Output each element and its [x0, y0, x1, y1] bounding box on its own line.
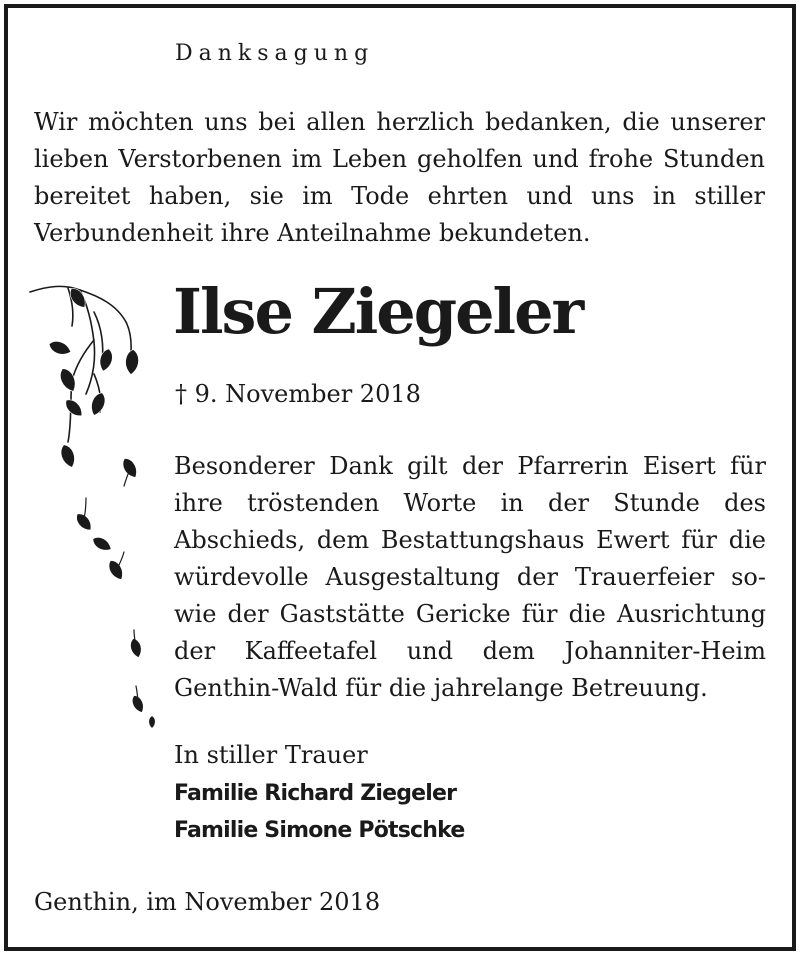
family-name-1: Familie Richard Ziegeler	[174, 781, 457, 806]
notice-heading: Danksagung	[175, 41, 375, 66]
family-name-2: Familie Simone Pötschke	[174, 818, 465, 843]
death-date: † 9. November 2018	[175, 380, 421, 408]
intro-text: Wir möchten uns bei allen herzlich bedanken, die unserer lieben Verstorbenen im Leben geholfen und frohe Stunden bereitet haben, sie im Tode ehrten und uns in stiller Verbundenheit ihre Anteilnahme bekundeten.	[34, 108, 765, 247]
falling-leaves-branch-icon	[28, 276, 168, 736]
place-and-date: Genthin, im November 2018	[34, 888, 381, 916]
thanks-text: Besonderer Dank gilt der Pfarrerin Eisert für ihre tröstenden Worte in der Stunde des Abschieds, dem Bestattungshaus Ewert für die würdevolle Ausgestaltung der Trauerfeier so-wie der Gaststätte Gericke für die Ausrichtung der Kaffeetafel und dem Johanniter-Heim Genthin-Wald für die jahrelange Betreuung.	[174, 452, 766, 702]
mourning-line: In stiller Trauer	[174, 741, 368, 769]
deceased-name: Ilse Ziegeler	[173, 275, 583, 348]
